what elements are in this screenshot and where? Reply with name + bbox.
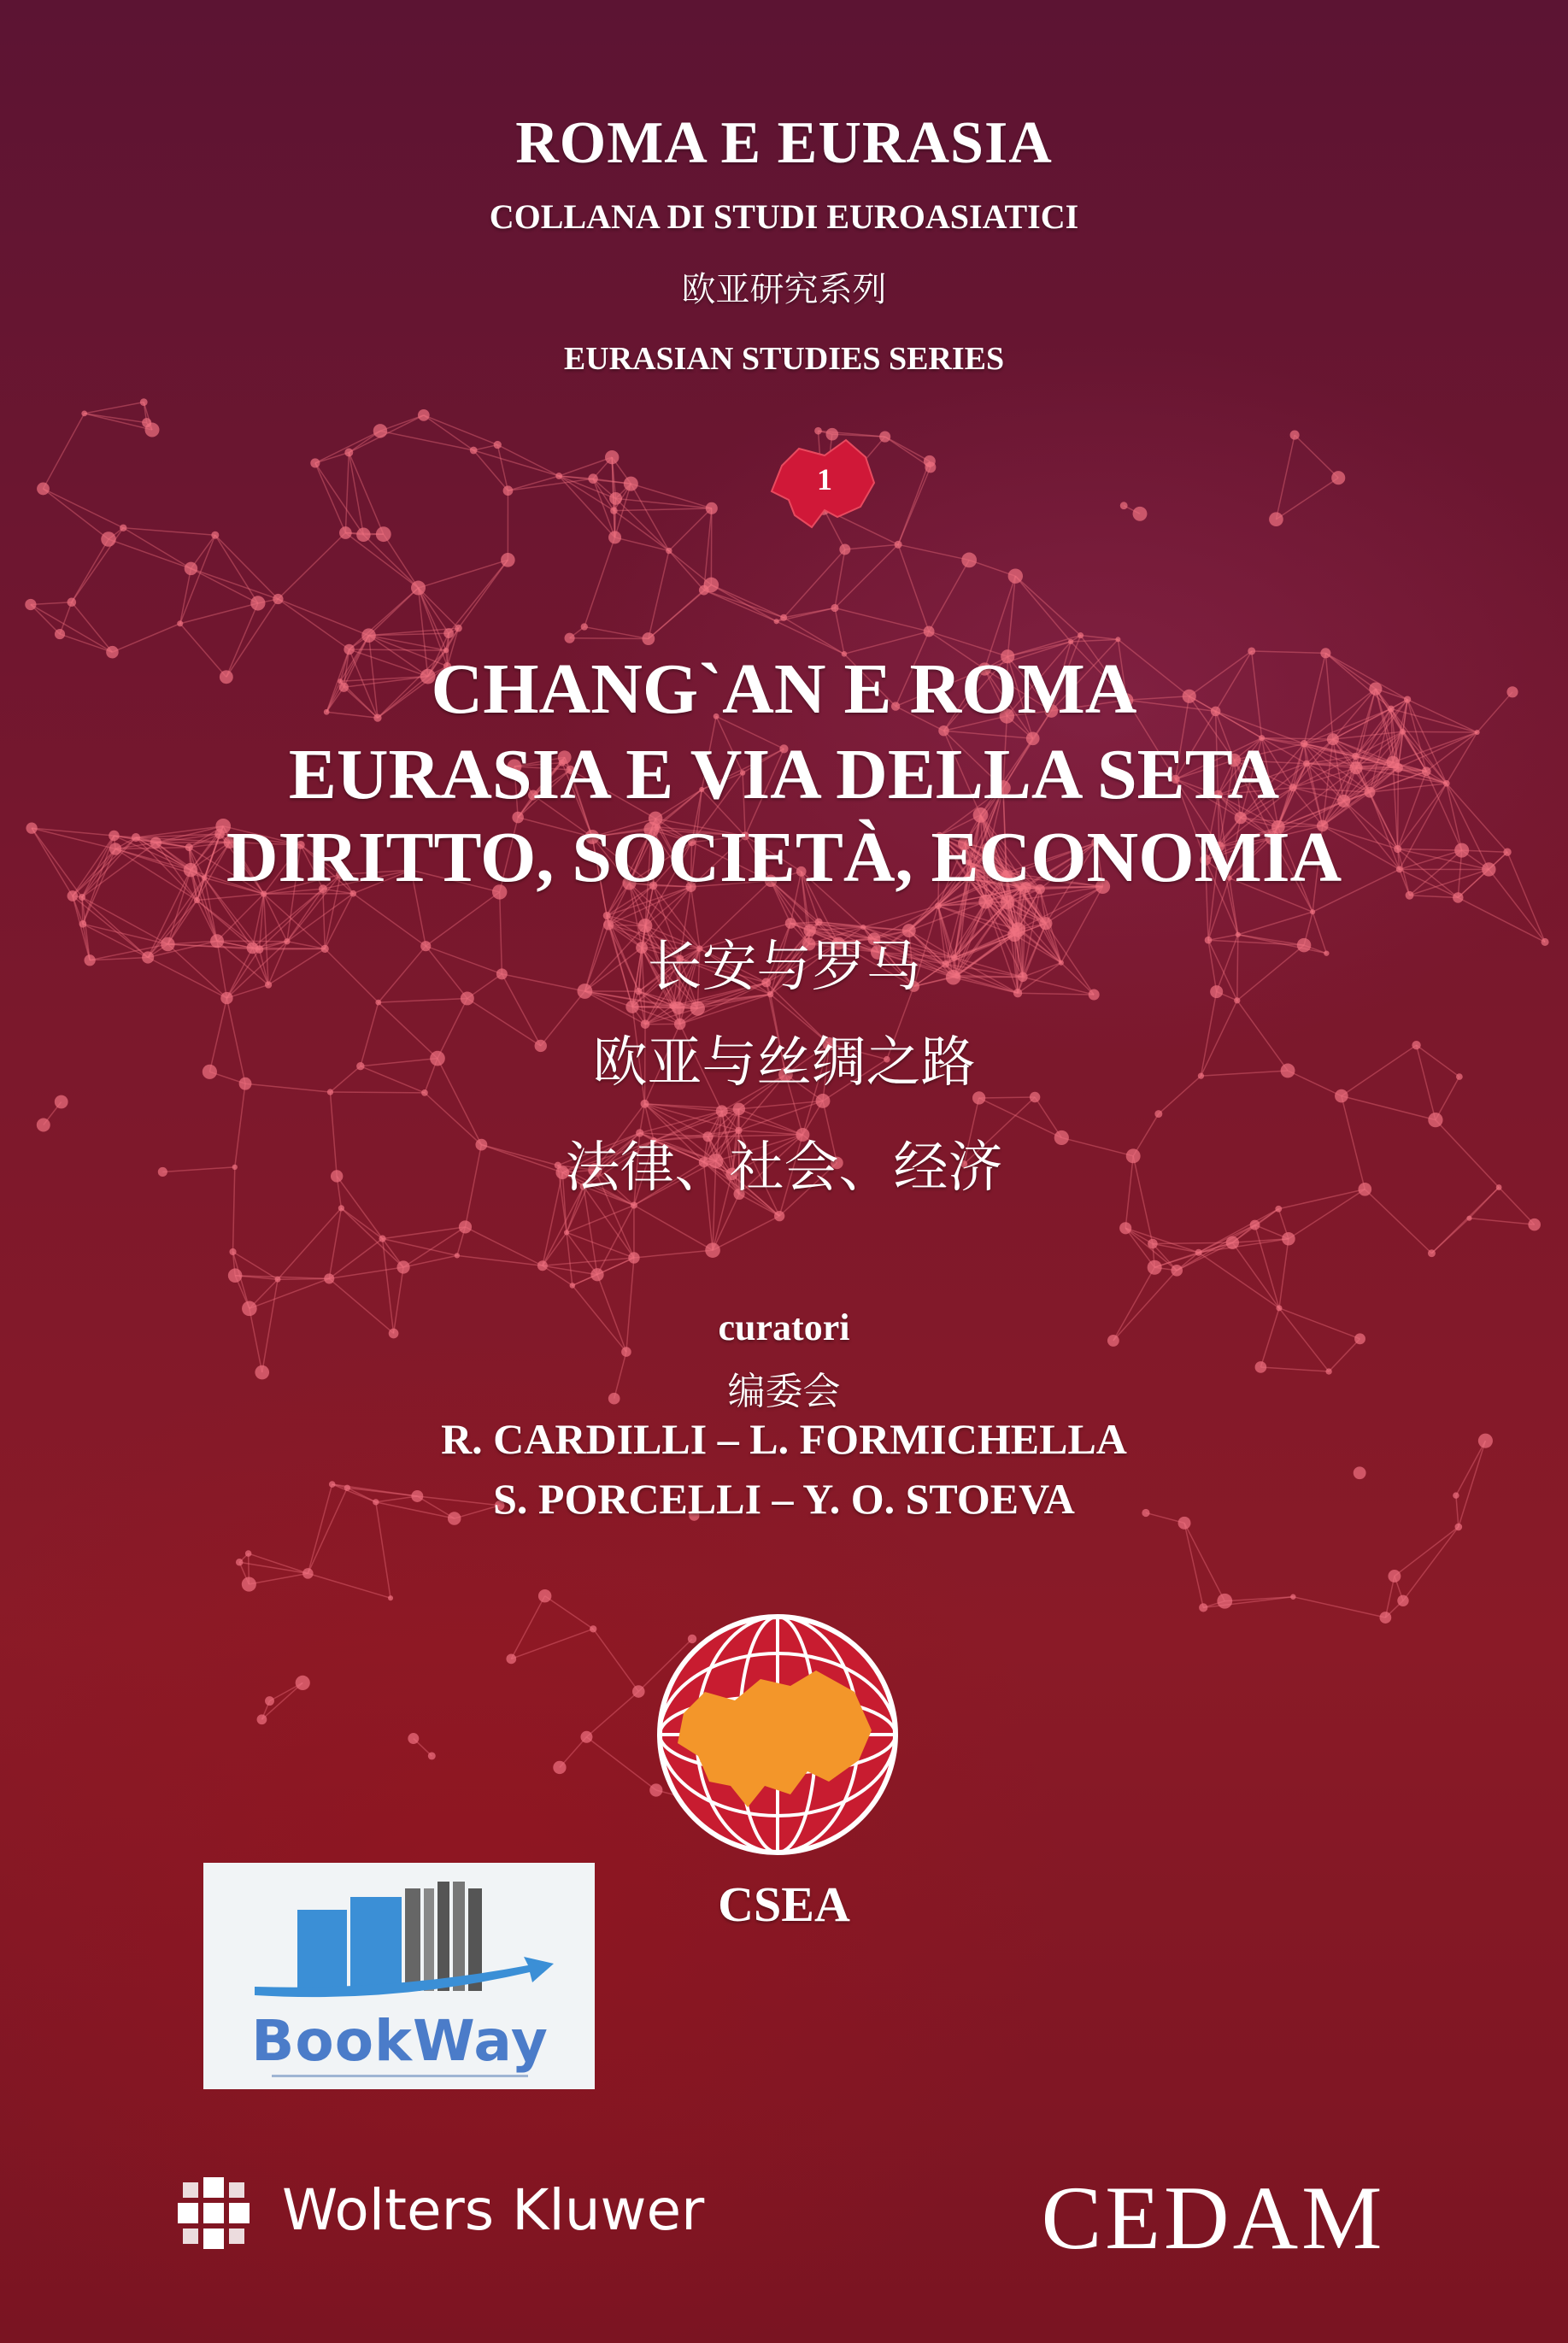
network-link [43, 489, 109, 539]
network-link [584, 627, 649, 639]
network-node [631, 1201, 637, 1208]
network-node [396, 1260, 409, 1273]
network-node [361, 628, 376, 643]
network-link [419, 588, 459, 628]
network-node [1154, 1110, 1162, 1118]
network-link [586, 1737, 655, 1790]
bookway-wordmark: BookWay [251, 2008, 549, 2074]
network-node [236, 1559, 243, 1565]
series-title: ROMA E EURASIA [515, 110, 1053, 176]
network-link [191, 568, 257, 603]
network-node [603, 912, 611, 919]
network-node [632, 1685, 645, 1698]
network-node [1428, 1249, 1436, 1257]
network-link [1081, 636, 1119, 640]
network-node [666, 548, 672, 554]
network-node [1199, 1603, 1207, 1612]
network-link [1279, 1239, 1289, 1308]
network-node [55, 629, 65, 639]
network-node [120, 525, 126, 531]
network-link [649, 551, 669, 639]
network-node [699, 585, 709, 596]
network-node [733, 1103, 745, 1115]
network-link [845, 544, 898, 549]
network-links [31, 402, 1545, 1810]
network-node [1290, 1594, 1295, 1600]
network-link [349, 453, 363, 535]
network-node [924, 626, 935, 637]
network-node [418, 409, 430, 421]
network-link [383, 1227, 466, 1239]
book-title-chinese-line-3: 法律、社会、经济 [565, 1136, 1003, 1200]
wolters-kluwer-logo-icon [171, 2170, 256, 2256]
network-link [249, 1553, 308, 1573]
network-link [43, 489, 123, 528]
network-link [215, 535, 279, 599]
network-link [649, 590, 704, 639]
book-title-line-3: DIRITTO, SOCIETÀ, ECONOMIA [226, 818, 1342, 897]
network-link [345, 453, 349, 533]
network-link [424, 415, 497, 445]
network-link [419, 588, 447, 650]
network-link [567, 1232, 573, 1285]
network-link [449, 560, 508, 633]
network-node [339, 526, 352, 539]
network-node [275, 1277, 281, 1283]
network-link [711, 584, 784, 617]
network-link [384, 534, 419, 588]
network-link [570, 638, 649, 639]
network-node [142, 418, 151, 427]
volume-number: 1 [817, 462, 832, 496]
network-node [628, 1252, 639, 1263]
bookway-tagline-rule [272, 2075, 528, 2077]
network-link [634, 1206, 713, 1251]
network-link [341, 1208, 382, 1239]
network-node [408, 1733, 419, 1744]
network-node [925, 461, 936, 473]
network-node [706, 502, 718, 514]
network-link [315, 463, 364, 535]
network-node [895, 541, 902, 549]
network-node [1455, 1524, 1463, 1531]
network-node [296, 1676, 310, 1690]
network-node [537, 1260, 548, 1271]
network-link [315, 431, 380, 463]
network-link [1015, 576, 1071, 642]
network-node [570, 1283, 576, 1289]
network-node [1290, 431, 1300, 440]
network-node [580, 1731, 592, 1743]
network-link [704, 590, 784, 618]
network-node [101, 531, 116, 547]
network-node [501, 553, 515, 567]
editors-label-chinese: 编委会 [727, 1370, 841, 1413]
network-node [1331, 471, 1345, 484]
network-node [1528, 1218, 1541, 1231]
network-node [590, 1268, 603, 1281]
network-node [185, 562, 197, 575]
network-link [713, 1216, 779, 1250]
network-link [979, 1097, 1035, 1098]
network-node [1115, 637, 1120, 642]
network-node [774, 1211, 784, 1221]
network-node [961, 553, 977, 568]
network-link [180, 535, 215, 624]
network-link [180, 568, 191, 623]
network-node [610, 507, 617, 514]
network-node [459, 1220, 472, 1233]
network-link [614, 511, 668, 551]
editors-line-1: R. CARDILLI – L. FORMICHELLA [441, 1415, 1127, 1463]
network-node [273, 594, 283, 604]
network-link [898, 467, 931, 544]
network-link [278, 599, 349, 649]
network-node [428, 1752, 436, 1759]
book-title-line-1: CHANG`AN E ROMA [431, 649, 1137, 729]
network-node [564, 1230, 569, 1235]
network-node [879, 432, 890, 443]
book-title-chinese-line-2: 欧亚与丝绸之路 [592, 1031, 976, 1095]
network-node [605, 450, 619, 464]
network-link [419, 560, 508, 588]
network-link [1295, 435, 1338, 478]
network-link [363, 535, 418, 588]
csea-globe-logo-icon [654, 1611, 901, 1859]
network-node [37, 483, 50, 496]
network-node [538, 1589, 551, 1602]
network-link [586, 1692, 638, 1737]
network-link [711, 584, 776, 621]
network-link [1125, 1228, 1199, 1252]
network-node [1195, 1249, 1202, 1256]
network-node [1171, 1265, 1183, 1277]
network-node [1466, 1216, 1471, 1221]
network-node [555, 473, 562, 479]
network-link [329, 1267, 403, 1278]
network-node [625, 1001, 638, 1013]
network-link [403, 1227, 465, 1267]
network-link [929, 560, 969, 631]
network-link [1403, 731, 1477, 732]
network-node [455, 625, 462, 632]
network-link [545, 1596, 594, 1630]
network-node [1310, 909, 1315, 914]
network-link [885, 437, 931, 467]
network-node [1226, 1236, 1239, 1249]
network-node [338, 1205, 344, 1211]
series-subtitle-english: EURASIAN STUDIES SERIES [563, 341, 1005, 377]
network-link [315, 463, 346, 533]
network-node [257, 1714, 267, 1724]
network-node [373, 424, 387, 437]
network-node [1388, 1570, 1401, 1583]
network-link [1469, 1218, 1534, 1224]
network-link [1153, 1242, 1232, 1243]
network-node [68, 597, 77, 607]
network-link [249, 1573, 308, 1584]
csea-label: CSEA [718, 1876, 850, 1932]
network-link [308, 1573, 391, 1598]
wolters-kluwer-wordmark: Wolters Kluwer [282, 2177, 705, 2243]
bookway-books-icon [203, 1863, 595, 2008]
network-link [31, 602, 72, 605]
network-link [1203, 1597, 1293, 1608]
network-node [690, 1001, 705, 1015]
network-link [584, 537, 615, 627]
network-node [265, 1696, 274, 1706]
network-node [242, 1577, 256, 1591]
network-node [211, 531, 219, 539]
network-node [553, 1761, 566, 1774]
network-link [31, 604, 113, 652]
network-node [1217, 1594, 1232, 1609]
network-link [508, 476, 559, 490]
network-node [581, 623, 588, 630]
network-node [1008, 568, 1023, 583]
network-node [443, 628, 454, 638]
network-node [1282, 1232, 1295, 1246]
network-link [123, 528, 215, 535]
network-link [457, 1255, 543, 1265]
book-title-line-2: EURASIA E VIA DELLA SETA [288, 735, 1280, 814]
network-node [344, 449, 353, 457]
network-node [1148, 1239, 1158, 1249]
network-link [669, 551, 711, 585]
network-link [1276, 478, 1338, 520]
network-node [1148, 1260, 1162, 1275]
network-link [704, 590, 777, 622]
network-node [608, 531, 621, 543]
network-link [329, 1239, 382, 1279]
network-node [302, 1568, 314, 1579]
network-link [669, 551, 704, 590]
series-subtitle-italian: COLLANA DI STUDI EUROASIATICI [489, 197, 1079, 236]
network-link [215, 535, 258, 603]
network-link [278, 599, 368, 636]
network-node [669, 1001, 677, 1009]
network-link [341, 1208, 403, 1267]
network-node [839, 543, 850, 555]
network-link [835, 608, 929, 631]
network-node [588, 473, 598, 484]
network-link [1184, 1523, 1224, 1600]
network-link [191, 568, 278, 599]
network-node [25, 599, 36, 610]
network-node [705, 1242, 720, 1258]
network-link [511, 1596, 544, 1659]
book-title-chinese-line-1: 长安与罗马 [647, 936, 921, 999]
network-nodes [25, 398, 1548, 1814]
network-link [1232, 1242, 1279, 1308]
network-node [1379, 1612, 1391, 1624]
network-link [278, 1208, 341, 1279]
network-link [898, 544, 969, 560]
network-node [1068, 639, 1073, 644]
network-link [1255, 1225, 1279, 1308]
editors-line-2: S. PORCELLI – Y. O. STOEVA [493, 1475, 1075, 1523]
network-link [1342, 1096, 1436, 1120]
network-link [511, 1629, 593, 1659]
network-node [1269, 512, 1283, 526]
network-node [641, 1100, 649, 1108]
network-link [43, 414, 84, 489]
cedam-publisher-wordmark: CEDAM [1041, 2168, 1386, 2268]
network-node [565, 633, 575, 643]
network-node [935, 902, 942, 909]
network-node [245, 1550, 252, 1557]
network-node [310, 458, 320, 467]
network-link [458, 560, 508, 628]
network-node [177, 620, 183, 626]
network-link [1431, 1218, 1469, 1254]
network-node [379, 1236, 385, 1242]
network-node [609, 492, 622, 505]
network-node [411, 581, 426, 596]
network-node [455, 1253, 460, 1258]
network-link [72, 539, 109, 602]
network-node [250, 596, 265, 610]
network-node [506, 1654, 516, 1665]
network-node [356, 528, 370, 542]
network-node [228, 1268, 243, 1283]
network-node [590, 1625, 596, 1632]
network-link [669, 508, 712, 551]
network-node [388, 1595, 393, 1600]
network-link [593, 1629, 638, 1691]
network-link [1199, 1253, 1279, 1308]
bookway-watermark-logo [203, 1863, 595, 2089]
network-node [1119, 1222, 1131, 1234]
network-link [465, 1227, 542, 1265]
network-link [85, 402, 144, 414]
network-node [229, 1248, 236, 1255]
network-link [1015, 576, 1080, 635]
network-node [503, 485, 514, 496]
network-node [494, 441, 502, 449]
network-link [885, 437, 930, 461]
network-link [634, 1250, 713, 1258]
network-node [1120, 502, 1128, 509]
network-link [239, 1562, 308, 1573]
network-node [716, 1105, 728, 1117]
network-node [780, 614, 787, 621]
network-link [1276, 435, 1295, 520]
network-link [369, 588, 419, 636]
network-node [140, 398, 148, 406]
series-subtitle-chinese: 欧亚研究系列 [681, 270, 887, 309]
network-node [1133, 507, 1148, 521]
network-link [180, 603, 258, 624]
network-link [1184, 1523, 1203, 1607]
network-node [1250, 1220, 1260, 1230]
network-link [1293, 1597, 1385, 1618]
network-node [81, 410, 87, 416]
network-node [376, 526, 391, 542]
network-link [349, 453, 383, 535]
network-link [898, 544, 929, 631]
network-node [1275, 1206, 1282, 1213]
network-node [470, 447, 478, 455]
network-node [324, 1273, 334, 1283]
network-link [713, 1194, 739, 1250]
network-node [624, 477, 638, 491]
network-link [278, 533, 345, 600]
editors-label: curatori [718, 1307, 850, 1348]
network-node [1078, 632, 1084, 638]
network-node [642, 632, 655, 645]
network-node [831, 604, 838, 612]
network-link [250, 1278, 329, 1308]
network-node [1397, 1595, 1408, 1606]
network-node [774, 619, 779, 624]
